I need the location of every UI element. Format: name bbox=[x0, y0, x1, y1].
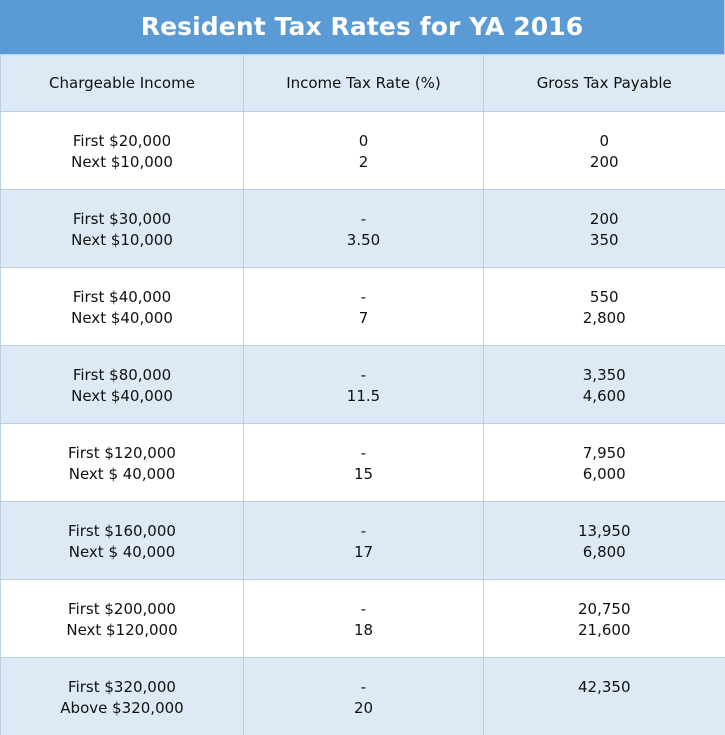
gross-tax-payable-cell-line bbox=[484, 698, 725, 719]
tax-rate-cell bbox=[244, 112, 484, 190]
table-row bbox=[1, 580, 725, 658]
chargeable-income-cell-line: Next $120,000 bbox=[66, 621, 178, 639]
table-row bbox=[1, 268, 725, 346]
chargeable-income-cell-line: First $200,000 bbox=[68, 600, 176, 618]
chargeable-income-cell-line: First $30,000 bbox=[72, 210, 172, 228]
tax-rate-cell-line: - bbox=[360, 366, 367, 384]
tax-rate-cell-line: 20 bbox=[353, 699, 374, 717]
gross-tax-payable-cell-line: 200 bbox=[589, 210, 619, 228]
gross-tax-payable-cell bbox=[484, 268, 725, 346]
chargeable-income-cell-line: First $40,000 bbox=[72, 288, 172, 306]
gross-tax-payable-cell bbox=[484, 658, 725, 735]
tax-rate-cell-line: 17 bbox=[353, 543, 374, 561]
gross-tax-payable-cell-line: 42,350 bbox=[578, 678, 631, 696]
chargeable-income-cell-line: First $160,000 bbox=[68, 522, 176, 540]
table-row bbox=[1, 502, 725, 580]
gross-tax-payable-cell-line: 550 bbox=[589, 288, 619, 306]
table-title: Resident Tax Rates for YA 2016 bbox=[0, 0, 724, 54]
chargeable-income-cell bbox=[1, 268, 244, 346]
tax-rate-cell-line: 3.50 bbox=[346, 231, 381, 249]
table-row bbox=[1, 112, 725, 190]
chargeable-income-cell-line: First $320,000 bbox=[68, 678, 176, 696]
gross-tax-payable-cell-line: 200 bbox=[589, 153, 619, 171]
gross-tax-payable-cell bbox=[484, 502, 725, 580]
tax-rate-cell bbox=[244, 580, 484, 658]
chargeable-income-cell bbox=[1, 346, 244, 424]
gross-tax-payable-cell-line: 21,600 bbox=[578, 621, 631, 639]
chargeable-income-cell-line: Above $320,000 bbox=[60, 699, 184, 717]
tax-rates-table bbox=[0, 54, 725, 735]
tax-rate-cell-line: 0 bbox=[358, 132, 369, 150]
table-row bbox=[1, 190, 725, 268]
chargeable-income-cell bbox=[1, 502, 244, 580]
tax-rate-cell-line: - bbox=[360, 210, 367, 228]
gross-tax-payable-cell-line: 350 bbox=[589, 231, 619, 249]
gross-tax-payable-cell-line: 13,950 bbox=[578, 522, 631, 540]
chargeable-income-cell bbox=[1, 580, 244, 658]
tax-rate-cell-line: - bbox=[360, 600, 367, 618]
chargeable-income-cell-line: Next $40,000 bbox=[71, 309, 173, 327]
gross-tax-payable-cell bbox=[484, 112, 725, 190]
header-row bbox=[1, 55, 725, 112]
gross-tax-payable-cell bbox=[484, 346, 725, 424]
tax-rate-cell bbox=[244, 502, 484, 580]
header-income-tax-rate: Income Tax Rate (%) bbox=[244, 55, 484, 112]
tax-rate-cell-line: 15 bbox=[353, 465, 374, 483]
tax-rate-cell bbox=[244, 346, 484, 424]
tax-rate-cell bbox=[244, 190, 484, 268]
tax-rate-cell-line: - bbox=[360, 444, 367, 462]
chargeable-income-cell-line: Next $10,000 bbox=[71, 231, 173, 249]
gross-tax-payable-cell bbox=[484, 424, 725, 502]
chargeable-income-cell-line: First $20,000 bbox=[72, 132, 172, 150]
gross-tax-payable-cell-line: 3,350 bbox=[582, 366, 626, 384]
chargeable-income-cell bbox=[1, 424, 244, 502]
tax-rate-cell bbox=[244, 268, 484, 346]
tax-rate-cell-line: 2 bbox=[358, 153, 369, 171]
chargeable-income-cell-line: First $80,000 bbox=[72, 366, 172, 384]
gross-tax-payable-cell bbox=[484, 190, 725, 268]
gross-tax-payable-cell-line: 6,000 bbox=[582, 465, 626, 483]
chargeable-income-cell-line: Next $ 40,000 bbox=[68, 543, 176, 561]
gross-tax-payable-cell-line: 6,800 bbox=[582, 543, 626, 561]
tax-rate-cell-line: 11.5 bbox=[346, 387, 381, 405]
gross-tax-payable-cell-line: 2,800 bbox=[582, 309, 626, 327]
header-gross-tax-payable: Gross Tax Payable bbox=[484, 55, 725, 112]
tax-rate-cell-line: 7 bbox=[358, 309, 369, 327]
table-row bbox=[1, 658, 725, 735]
chargeable-income-cell-line: Next $10,000 bbox=[71, 153, 173, 171]
tax-rate-cell-line: - bbox=[360, 522, 367, 540]
tax-rate-cell-line: - bbox=[360, 288, 367, 306]
chargeable-income-cell bbox=[1, 190, 244, 268]
header-chargeable-income: Chargeable Income bbox=[1, 55, 244, 112]
gross-tax-payable-cell-line: 4,600 bbox=[582, 387, 626, 405]
chargeable-income-cell-line: Next $40,000 bbox=[71, 387, 173, 405]
chargeable-income-cell bbox=[1, 658, 244, 735]
chargeable-income-cell-line: Next $ 40,000 bbox=[68, 465, 176, 483]
table-row bbox=[1, 424, 725, 502]
table-row bbox=[1, 346, 725, 424]
tax-rate-cell bbox=[244, 424, 484, 502]
gross-tax-payable-cell bbox=[484, 580, 725, 658]
chargeable-income-cell-line: First $120,000 bbox=[68, 444, 176, 462]
tax-rate-cell-line: - bbox=[360, 678, 367, 696]
tax-rate-cell-line: 18 bbox=[353, 621, 374, 639]
gross-tax-payable-cell-line: 0 bbox=[599, 132, 610, 150]
chargeable-income-cell bbox=[1, 112, 244, 190]
gross-tax-payable-cell-line: 20,750 bbox=[578, 600, 631, 618]
gross-tax-payable-cell-line: 7,950 bbox=[582, 444, 626, 462]
tax-rate-cell bbox=[244, 658, 484, 735]
